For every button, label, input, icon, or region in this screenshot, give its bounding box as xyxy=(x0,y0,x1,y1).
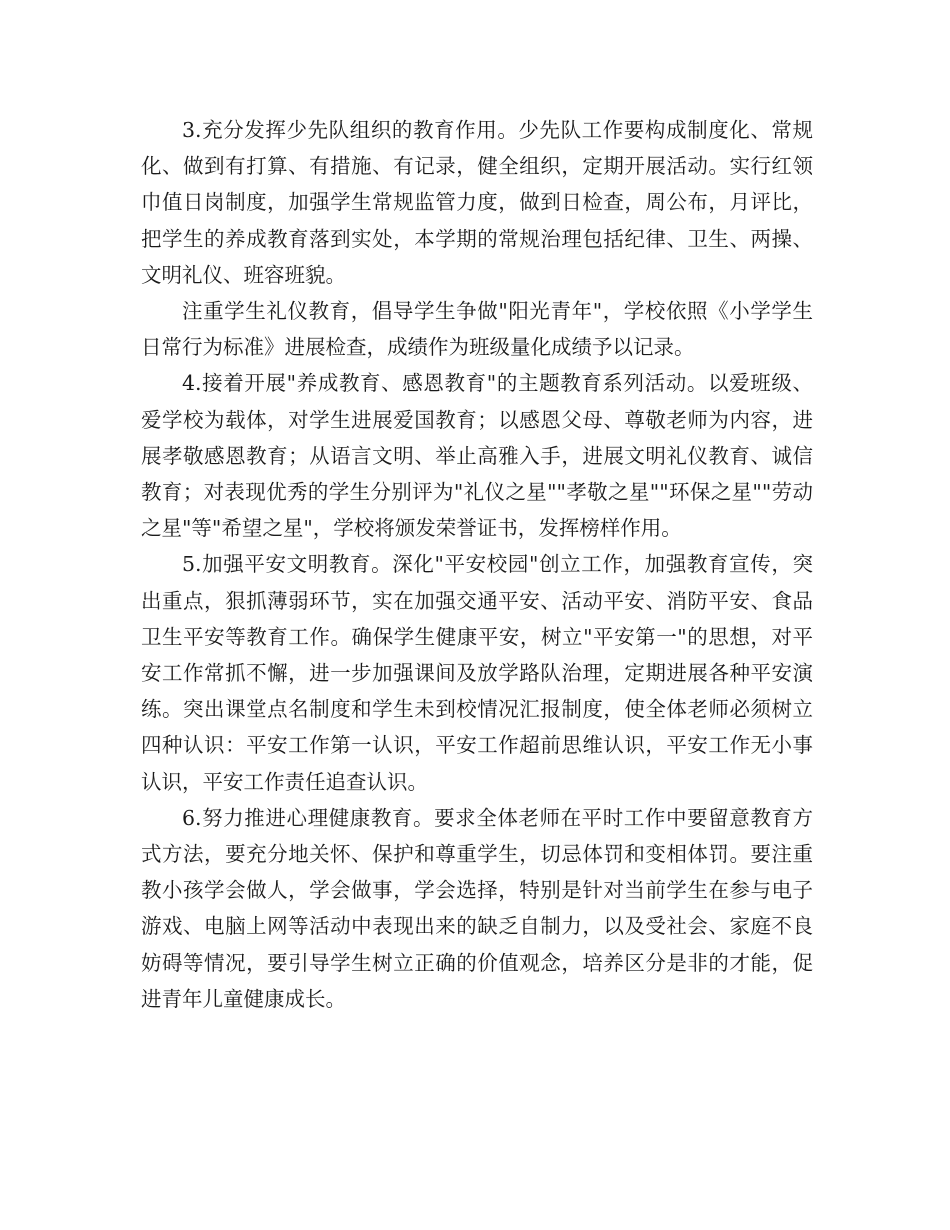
document-body xyxy=(141,112,813,1017)
paragraph-3-young-pioneers: 3.充分发挥少先队组织的教育作用。少先队工作要构成制度化、常规化、做到有打算、有措施、有记录，健全组织，定期开展活动。实行红领巾值日岗制度，加强学生常规监管力度，做到日检查，周公布，月评比，把学生的养成教育落到实处，本学期的常规治理包括纪律、卫生、两操、文明礼仪、班容班貌。 xyxy=(141,118,813,287)
paragraph-6-mental-health: 6.努力推进心理健康教育。要求全体老师在平时工作中要留意教育方式方法，要充分地关怀、保护和尊重学生，切忌体罚和变相体罚。要注重教小孩学会做人，学会做事，学会选择，特别是针对当前学生在参与电子游戏、电脑上网等活动中表现出来的缺乏自制力，以及受社会、家庭不良妨碍等情况，要引导学生树立正确的价值观念，培养区分是非的才能，促进青年儿童健康成长。 xyxy=(141,805,813,1011)
paragraph-etiquette-education: 注重学生礼仪教育，倡导学生争做"阳光青年"，学校依照《小学学生日常行为标准》进展检查，成绩作为班级量化成绩予以记录。 xyxy=(141,299,813,360)
paragraph-5-safety-education: 5.加强平安文明教育。深化"平安校园"创立工作，加强教育宣传，突出重点，狠抓薄弱环节，实在加强交通平安、活动平安、消防平安、食品卫生平安等教育工作。确保学生健康平安，树立"平安第一"的思想，对平安工作常抓不懈，进一步加强课间及放学路队治理，定期进展各种平安演练。突出课堂点名制度和学生未到校情况汇报制度，使全体老师必须树立四种认识：平安工作第一认识，平安工作超前思维认识，平安工作无小事认识，平安工作责任追查认识。 xyxy=(141,552,813,794)
paragraph-4-gratitude-education: 4.接着开展"养成教育、感恩教育"的主题教育系列活动。以爱班级、爱学校为载体，对学生进展爱国教育；以感恩父母、尊敬老师为内容，进展孝敬感恩教育；从语言文明、举止高雅入手，进展文明礼仪教育、诚信教育；对表现优秀的学生分别评为"礼仪之星""孝敬之星""环保之星""劳动之星"等"希望之星"，学校将颁发荣誉证书，发挥榜样作用。 xyxy=(141,371,813,541)
